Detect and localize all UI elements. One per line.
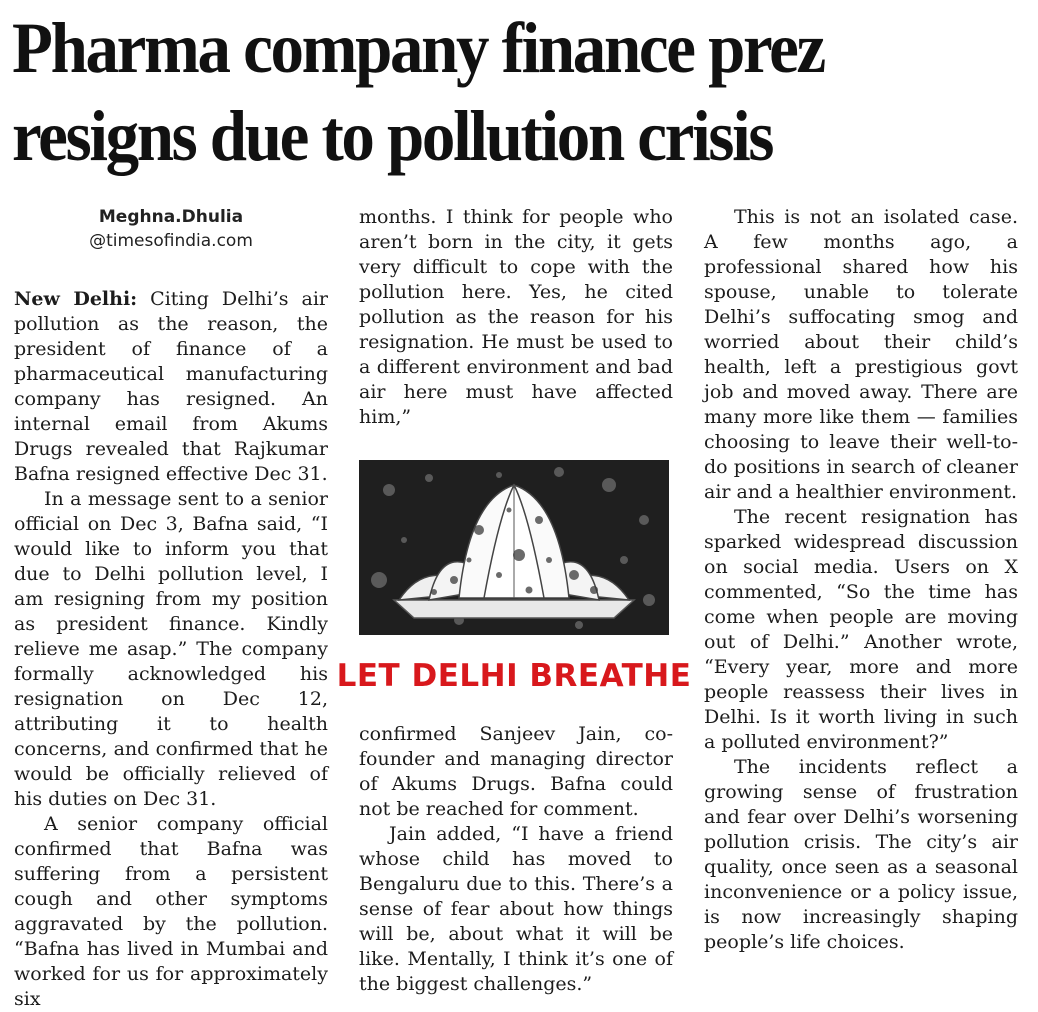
column-3	[704, 205, 1018, 955]
lotus-temple-icon	[336, 460, 692, 710]
headline	[12, 4, 961, 180]
byline	[14, 205, 328, 253]
paragraph: Jain added, “I have a friend whose child has moved to Bengaluru due to this. There’s a sense of fear about how things will be, about what it will be like. Mentally, I think it’s one of the biggest challenges.”	[359, 823, 673, 995]
paragraph: This is not an isolated case. A few months ago, a professional shared how his spouse, unable to tolerate Delhi’s suffocating smog and worried about their child’s health, left a prestigious govt job and moved away. There are many more like them — families choosing to leave their well-to-do positions in search of cleaner air and a healthier environment.	[704, 206, 1018, 503]
figure-caption: LET DELHI BREATHE	[336, 658, 692, 694]
byline-email: @timesofindia.com	[89, 231, 253, 251]
headline-line-1: Pharma company finance prez	[12, 8, 824, 88]
paragraph: In a message sent to a senior official on Dec 3, Bafna said, “I would like to inform you that due to Delhi pollution level, I am resigning from my position as president finance. Kindly relieve me asap.” The company formally acknowledged his resignation on Dec 12, attributing it to health concerns, and confirmed that he would be officially relieved of his duties on Dec 31.	[14, 488, 328, 810]
dateline: New Delhi:	[14, 288, 138, 310]
paragraph: confirmed Sanjeev Jain, co-founder and managing director of Akums Drugs. Bafna could not be reached for comment.	[359, 723, 673, 820]
byline-name: Meghna.Dhulia	[98, 207, 244, 227]
column-2	[336, 205, 692, 997]
paragraph	[14, 287, 328, 487]
headline-line-2: resigns due to pollution crisis	[12, 96, 773, 176]
lotus-temple-illustration	[336, 460, 692, 710]
paragraph: The incidents reflect a growing sense of frustration and fear over Delhi’s worsening pollution crisis. The city’s air quality, once seen as a seasonal inconvenience or a policy issue, is now increasingly shaping people’s life choices.	[704, 756, 1018, 953]
paragraph: The recent resignation has sparked widespread discussion on social media. Users on X commented, “So the time has come when people are moving out of Delhi.” Another wrote, “Every year, more and more people reassess their lives in Delhi. Is it worth living in such a polluted environment?”	[704, 506, 1018, 753]
column-1	[14, 205, 328, 1012]
paragraph-text: Citing Delhi’s air pollution as the reason, the president of finance of a pharmaceutical manufacturing company has resigned. An internal email from Akums Drugs revealed that Rajkumar Bafna resigned effective Dec 31.	[14, 288, 328, 485]
paragraph: A senior company official confirmed that Bafna was suffering from a persistent cough and other symptoms aggravated by the pollution. “Bafna has lived in Mumbai and worked for us for approximately six	[14, 813, 328, 1010]
paragraph: months. I think for people who aren’t born in the city, it gets very difficult to cope with the pollution here. Yes, he cited pollution as the reason for his resignation. He must be used to a different environment and bad air here must have affected him,”	[359, 206, 673, 428]
